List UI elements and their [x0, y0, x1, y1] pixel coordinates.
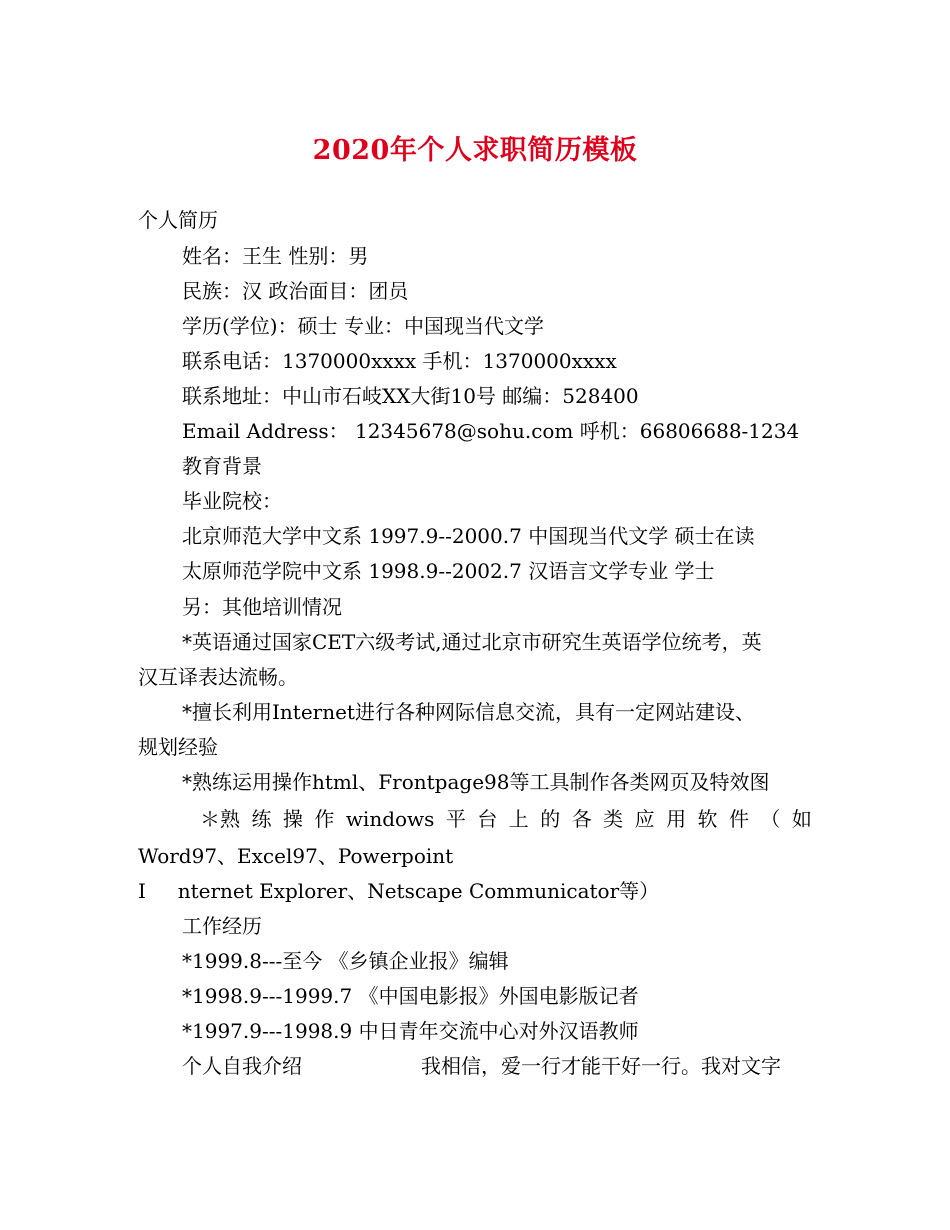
justified-token: 练: [251, 807, 272, 831]
text-line-email: Email Address： 12345678@sohu.com 呼机：66806688-1234: [182, 419, 800, 443]
section-heading-work: 工作经历: [182, 914, 262, 938]
text-line-english-skill-cont: 汉互译表达流畅。: [138, 665, 298, 689]
text-line-degree-major: 学历(学位)：硕士 专业：中国现当代文学: [182, 314, 544, 338]
text-self-intro: 我相信，爱一行才能干好一行。我对文字: [421, 1054, 781, 1078]
justified-token: 各: [571, 807, 592, 831]
text-line-work-1: *1999.8---至今 《乡镇企业报》编辑: [182, 949, 509, 973]
section-heading-education: 教育背景: [182, 454, 262, 478]
text-line-education-1: 北京师范大学中文系 1997.9--2000.7 中国现当代文学 硕士在读: [182, 524, 755, 548]
text-line-english-skill: *英语通过国家CET六级考试,通过北京市研究生英语学位统考，英: [182, 630, 762, 654]
text-line-software-list: Word97、Excel97、Powerpoint: [138, 844, 454, 868]
text-line-software-list-cont: I nternet Explorer、Netscape Communicator等）: [138, 879, 660, 903]
section-heading-self-intro: 个人自我介绍: [182, 1054, 302, 1078]
justified-token: 作: [314, 807, 335, 831]
justified-token: 上: [508, 807, 529, 831]
text-line-name-gender: 姓名：王生 性别：男: [182, 244, 369, 268]
justified-token: windows: [345, 807, 435, 831]
justified-token: 应: [634, 807, 655, 831]
justified-token: ＊熟: [200, 807, 240, 831]
justified-token: 平: [445, 807, 466, 831]
text-line-work-2: *1998.9---1999.7 《中国电影报》外国电影版记者: [182, 984, 639, 1008]
justified-token: 件: [728, 807, 749, 831]
text-line-work-3: *1997.9---1998.9 中日青年交流中心对外汉语教师: [182, 1019, 639, 1043]
justified-token: 的: [540, 807, 561, 831]
text-line-other-training: 另：其他培训情况: [182, 595, 342, 619]
text-line-phone: 联系电话：1370000xxxx 手机：1370000xxxx: [182, 349, 617, 373]
justified-token: 操: [282, 807, 303, 831]
justified-token: 软: [697, 807, 718, 831]
justified-token: 如: [791, 807, 812, 831]
section-heading-resume: 个人简历: [138, 208, 218, 232]
document-title: 2020年个人求职简历模板: [312, 135, 638, 166]
justified-token: （: [760, 807, 781, 831]
text-line-graduate-school: 毕业院校：: [182, 489, 282, 513]
text-line-ethnicity-politics: 民族：汉 政治面目：团员: [182, 279, 409, 303]
text-line-address: 联系地址：中山市石岐XX大街10号 邮编：528400: [182, 384, 639, 408]
text-line-internet-skill-cont: 规划经验: [138, 735, 218, 759]
justified-token: 台: [477, 807, 498, 831]
text-line-software-skill: [200, 806, 812, 832]
text-line-internet-skill: *擅长利用Internet进行各种网际信息交流，具有一定网站建设、: [182, 700, 755, 724]
justified-token: 用: [666, 807, 687, 831]
text-line-education-2: 太原师范学院中文系 1998.9--2002.7 汉语言文学专业 学士: [182, 559, 715, 583]
justified-token: 类: [603, 807, 624, 831]
text-line-web-tools: *熟练运用操作html、Frontpage98等工具制作各类网页及特效图: [182, 770, 770, 794]
